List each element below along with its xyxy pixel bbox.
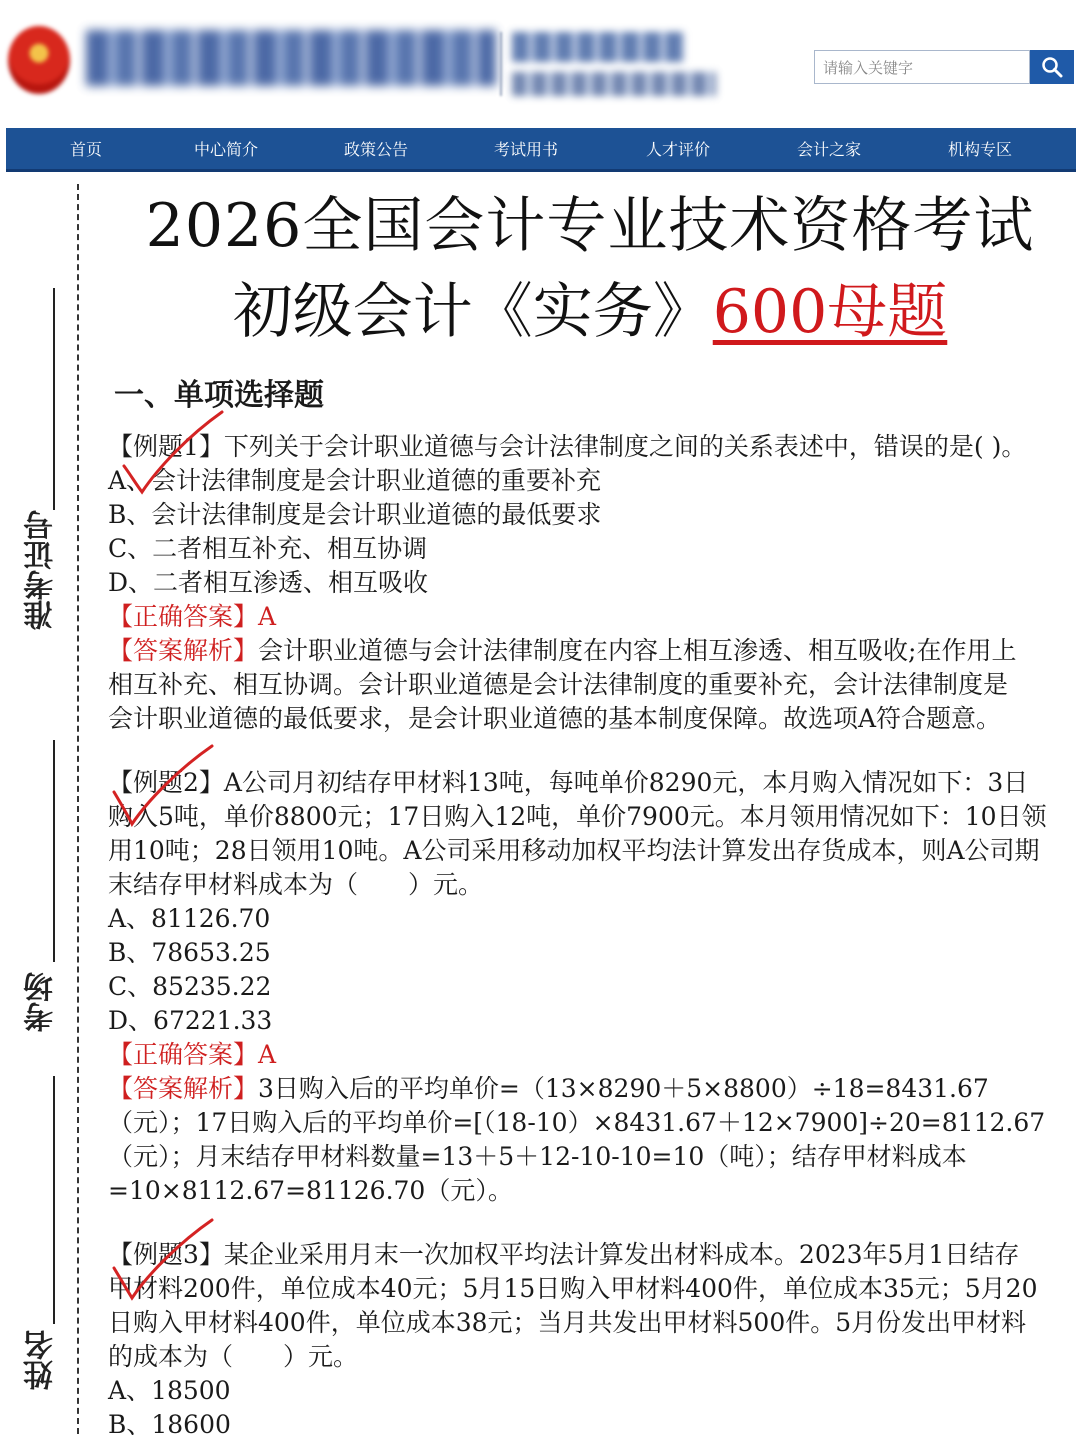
blurred-site-subtitle (512, 32, 684, 62)
q2-stem-line-4: 末结存甲材料成本为（ ）元。 (108, 870, 484, 899)
checkmark-icon (118, 408, 228, 498)
section-heading: 一、单项选择题 (114, 378, 324, 413)
q1-answer-value: A (258, 602, 277, 631)
checkmark-icon (108, 1216, 218, 1306)
q3-stem-line-2: 甲材料200件，单位成本40元；5月15日购入甲材料400件，单位成本35元；5月20 (108, 1274, 1038, 1303)
q1-answer-label: 【正确答案】 (108, 602, 259, 631)
search-icon (1041, 56, 1063, 78)
exam-no-text: 准考证号 (24, 510, 59, 630)
q2-option-d: D、67221.33 (108, 1006, 273, 1035)
exam-no-write-line (53, 288, 55, 510)
name-label (18, 1330, 62, 1405)
q1-analysis-label: 【答案解析】 (108, 636, 259, 665)
q1-analysis-line-2: 相互补充、相互协调。会计职业道德是会计法律制度的重要补充，会计法律制度是 (108, 670, 1009, 699)
q2-analysis-line-1 (108, 1072, 989, 1106)
q1-analysis-line-3: 会计职业道德的最低要求，是会计职业道德的基本制度保障。故选项A符合题意。 (108, 704, 1002, 733)
q3-option-a: A、18500 (108, 1376, 231, 1405)
q2-option-b: B、78653.25 (108, 938, 271, 967)
blurred-site-title (86, 30, 496, 86)
checkmark-icon (108, 742, 218, 832)
name-text: 姓名 (24, 1330, 59, 1390)
q1-analysis-line-1 (108, 634, 1016, 668)
q1-analysis-text-1: 会计职业道德与会计法律制度在内容上相互渗透、相互吸收;在作用上 (258, 636, 1017, 665)
nav-item-talent[interactable]: 人才评价 (645, 140, 710, 159)
q3-stem-line-3: 日购入甲材料400件，单位成本38元；当月共发出甲材料500件。5月份发出甲材料 (108, 1308, 1027, 1337)
q2-option-a: A、81126.70 (108, 904, 271, 933)
header-divider (500, 32, 502, 96)
nav-item-home[interactable]: 首页 (69, 140, 102, 159)
q2-stem-line-1: 【例题2】A公司月初结存甲材料13吨，每吨单价8290元，本月购入情况如下：3日 (108, 768, 1029, 797)
name-write-line (53, 1076, 55, 1324)
q2-analysis-text-1: 3日购入后的平均单价=（13×8290＋5×8800）÷18=8431.67 (258, 1074, 989, 1103)
q1-option-b: B、会计法律制度是会计职业道德的最低要求 (108, 500, 602, 529)
q1-option-a: A、会计法律制度是会计职业道德的重要补充 (108, 466, 602, 495)
nav-item-institutions[interactable]: 机构专区 (947, 140, 1012, 159)
room-write-line (53, 740, 55, 962)
subtitle-highlight: 600母题 (712, 277, 948, 347)
room-label (18, 972, 62, 1047)
q2-option-c: C、85235.22 (108, 972, 272, 1001)
search-button[interactable] (1030, 50, 1074, 84)
q2-analysis-line-2: （元）；17日购入后的平均单价=[（18-10）×8431.67＋12×7900]÷20=8112.67 (108, 1108, 1046, 1137)
q2-stem-line-2: 购入5吨，单价8800元；17日购入12吨，单价7900元。本月领用情况如下：10日领 (108, 802, 1047, 831)
q1-stem: 【例题1】下列关于会计职业道德与会计法律制度之间的关系表述中，错误的是( )。 (108, 432, 1027, 461)
subtitle-prefix: 初级会计《实务》 (232, 277, 713, 347)
q3-stem-line-4: 的成本为（ ）元。 (108, 1342, 359, 1371)
exam-no-label (18, 510, 62, 645)
nav-item-policy[interactable]: 政策公告 (343, 140, 408, 159)
q2-answer-value: A (258, 1040, 277, 1069)
document-title: 2026全国会计专业技术资格考试 (145, 191, 1035, 261)
nav-item-accountant-home[interactable]: 会计之家 (796, 140, 861, 159)
q2-analysis-label: 【答案解析】 (108, 1074, 259, 1103)
blurred-site-subtitle-2 (512, 72, 716, 96)
q2-answer-label: 【正确答案】 (108, 1040, 259, 1069)
q3-option-b: B、18600 (108, 1410, 231, 1439)
national-emblem-logo (8, 26, 70, 94)
main-nav (6, 128, 1076, 172)
q2-analysis-line-3: （元）；月末结存甲材料数量=13＋5＋12-10-10=10（吨）；结存甲材料成本 (108, 1142, 967, 1171)
q2-answer (108, 1038, 276, 1072)
nav-item-about[interactable]: 中心简介 (193, 140, 258, 159)
search-input[interactable]: 请输入关键字 (814, 50, 1030, 84)
room-text: 考场 (24, 972, 59, 1032)
q2-analysis-line-4: =10×8112.67=81126.70（元）。 (108, 1176, 513, 1205)
q2-stem-line-3: 用10吨；28日领用10吨。A公司采用移动加权平均法计算发出存货成本，则A公司期 (108, 836, 1040, 865)
q1-answer (108, 600, 276, 634)
q1-option-c: C、二者相互补充、相互协调 (108, 534, 428, 563)
site-header (0, 0, 1080, 128)
document-subtitle (100, 276, 1080, 348)
q1-option-d: D、二者相互渗透、相互吸收 (108, 568, 429, 597)
q3-stem-line-1: 【例题3】某企业采用月末一次加权平均法计算发出材料成本。2023年5月1日结存 (108, 1240, 1020, 1269)
nav-item-books[interactable]: 考试用书 (493, 140, 558, 159)
binding-dashed-line (77, 184, 79, 1434)
